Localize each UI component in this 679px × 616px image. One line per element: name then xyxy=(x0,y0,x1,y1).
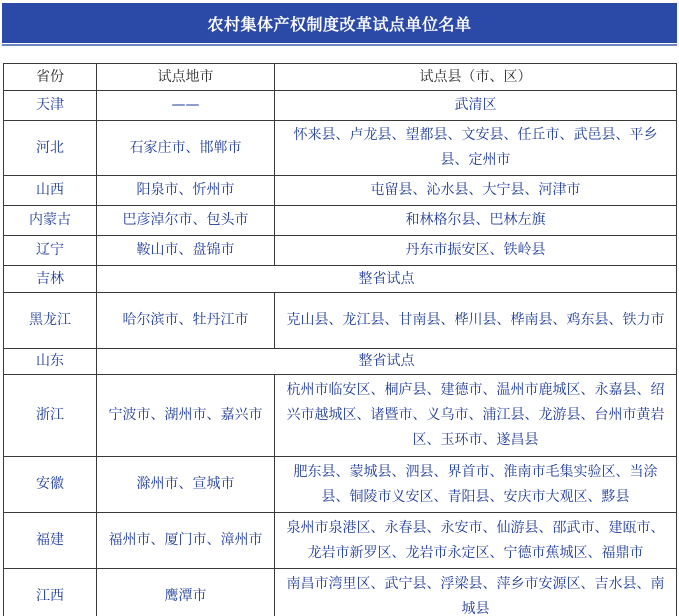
cell-city: 哈尔滨市、牡丹江市 xyxy=(97,293,275,349)
table-row xyxy=(4,293,677,349)
cell-county: 怀来县、卢龙县、望都县、文安县、任丘市、武邑县、平乡县、定州市 xyxy=(275,121,677,176)
cell-county: 杭州市临安区、桐庐县、建德市、温州市鹿城区、永嘉县、绍兴市越城区、诸暨市、义乌市、浦江县、龙游县、台州市黄岩区、玉环市、遂昌县 xyxy=(275,375,677,457)
header-province: 省份 xyxy=(4,64,97,91)
cell-city: 巴彦淖尔市、包头市 xyxy=(97,206,275,236)
cell-city: 宁波市、湖州市、嘉兴市 xyxy=(97,375,275,457)
cell-city: 石家庄市、邯郸市 xyxy=(97,121,275,176)
cell-county: 肥东县、蒙城县、泗县、界首市、淮南市毛集实验区、当涂县、铜陵市义安区、青阳县、安庆市大观区、黟县 xyxy=(275,457,677,513)
cell-county: 武清区 xyxy=(275,91,677,121)
cell-city: —— xyxy=(97,91,275,121)
table-row xyxy=(4,206,677,236)
table-row xyxy=(4,375,677,457)
cell-county: 丹东市振安区、铁岭县 xyxy=(275,236,677,266)
cell-province: 黑龙江 xyxy=(4,293,97,349)
cell-province: 山东 xyxy=(4,349,97,375)
pilot-units-table xyxy=(3,63,677,616)
cell-county: 克山县、龙江县、甘南县、桦川县、桦南县、鸡东县、铁力市 xyxy=(275,293,677,349)
cell-city: 阳泉市、忻州市 xyxy=(97,176,275,206)
cell-province: 江西 xyxy=(4,569,97,616)
table-row xyxy=(4,121,677,176)
table-row xyxy=(4,91,677,121)
cell-whole-province-pilot: 整省试点 xyxy=(97,266,677,293)
table-row xyxy=(4,569,677,616)
table-row xyxy=(4,457,677,513)
cell-province: 山西 xyxy=(4,176,97,206)
header-pilot-city: 试点地市 xyxy=(97,64,275,91)
cell-city: 滁州市、宣城市 xyxy=(97,457,275,513)
table-row xyxy=(4,236,677,266)
cell-province: 吉林 xyxy=(4,266,97,293)
cell-county: 和林格尔县、巴林左旗 xyxy=(275,206,677,236)
table-row xyxy=(4,513,677,569)
cell-city: 鹰潭市 xyxy=(97,569,275,616)
table-row xyxy=(4,266,677,293)
header-pilot-county: 试点县（市、区） xyxy=(275,64,677,91)
cell-whole-province-pilot: 整省试点 xyxy=(97,349,677,375)
cell-province: 辽宁 xyxy=(4,236,97,266)
table-row xyxy=(4,349,677,375)
cell-province: 浙江 xyxy=(4,375,97,457)
cell-city: 福州市、厦门市、漳州市 xyxy=(97,513,275,569)
cell-county: 屯留县、沁水县、大宁县、河津市 xyxy=(275,176,677,206)
cell-province: 河北 xyxy=(4,121,97,176)
table-header-row xyxy=(4,64,677,91)
cell-county: 南昌市湾里区、武宁县、浮梁县、萍乡市安源区、吉水县、南城县 xyxy=(275,569,677,616)
cell-city: 鞍山市、盘锦市 xyxy=(97,236,275,266)
cell-province: 福建 xyxy=(4,513,97,569)
cell-province: 内蒙古 xyxy=(4,206,97,236)
document-title: 农村集体产权制度改革试点单位名单 xyxy=(2,3,677,43)
cell-province: 天津 xyxy=(4,91,97,121)
cell-province: 安徽 xyxy=(4,457,97,513)
title-underline xyxy=(2,44,677,46)
cell-county: 泉州市泉港区、永春县、永安市、仙游县、邵武市、建瓯市、龙岩市新罗区、龙岩市永定区、宁德市蕉城区、福鼎市 xyxy=(275,513,677,569)
table-row xyxy=(4,176,677,206)
